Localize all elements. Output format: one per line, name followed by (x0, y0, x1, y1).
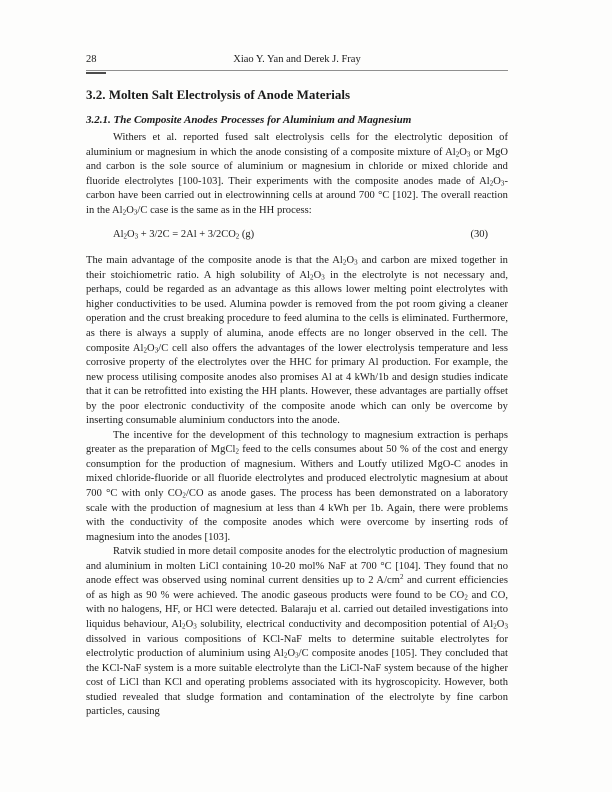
section-heading: 3.2. Molten Salt Electrolysis of Anode Materials (86, 87, 351, 102)
header-rule-dash (86, 72, 106, 74)
equation-30 (86, 228, 508, 242)
page-header (86, 53, 508, 66)
paragraph-2: The main advantage of the composite anode is that the $Al_2O_3$ and carbon are mixed together in their stoichiometric ratio. A high solubility of $Al_2O_3$ in the electrolyte is not necessary and, perhaps, could be regarded as an advantage as this allows lower melting point electrolytes with higher conductivities to be used. Alumina powder is removed from the pot room giving a cleaner operation and the crust breaking procedure to feed alumina to the cells is eliminated. Furthermore, as there is always a supply of alumina, anode effects are no longer observed in the cell. The composite $Al_2O_3/C$ cell also offers the advantages of the lower electrolysis temperature and less corrosive property of the electrolytes over the HHC for primary Al production. For example, the new process utilising composite anodes also promises Al at 4 kWh/1b and design studies indicate that it can be retrofitted into existing the HH plants. However, these advantages are partially offset by the poor electronic conductivity of the composite anode which can only be overcome by inserting consumable aluminium conductors into the anode. (86, 255, 509, 427)
paragraph-3: The incentive for the development of this technology to magnesium extraction is perhaps greater as the preparation of MgCl$_2$ feed to the cells consumes about 50 % of the cost and energy consumption for the production of magnesium. Withers and Loutfy utilized MgO-C anodes in mixed chloride-fluoride or all fluoride electrolytes and produced electrolytic magnesium at about 700 °C with only $CO_2/CO$ as anode gases. The process has been demonstrated on a laboratory scale with the production of magnesium at less than 4 kWh per 1b. Again, there were problems with the conductivity of the composite anodes which were overcome by inserting rods of magnesium into the anodes [103]. (86, 429, 508, 543)
header-rule (86, 70, 508, 74)
equation-number: (30) (470, 229, 488, 241)
subsection-heading: 3.2.1. The Composite Anodes Processes for Aluminium and Magnesium (86, 114, 412, 126)
paragraph-4: Ratvik studied in more detail composite anodes for the electrolytic production of magnesium and aluminium in molten LiCl containing 10-20 mol% NaF at 700 °C [104]. They found that no anode effect was observed using nominal current densities up to 2 $A/cm^2$ and current efficiencies of as high as 90 % were achieved. The anodic gaseous products were found to be $CO_2$ and CO, with no halogens, HF, or HCl were detected. Balaraju et al. carried out detailed investigations into liquidus behaviour, $Al_2O_3$ solubility, electrical conductivity and decomposition potential of $Al_2O_3$ dissolved in various compositions of KCl-NaF melts to determine suitable electrolytes for electrolytic production of aluminium using $Al_2O_3/C$ composite anodes [105]. They concluded that the KCl-NaF system is a more suitable electrolyte than the LiCl-NaF system because of the higher cost of LiCl than KCl and operating problems associated with its hygroscopicity. However, both studied revealed that sludge formation and contamination of the electrolyte by fine carbon particles, causing (86, 546, 508, 718)
text-block (86, 53, 508, 720)
equation-expression: $Al_2O_3 + 3/2C = 2Al + 3/2CO_2$ (g) (113, 229, 255, 241)
running-title: Xiao Y. Yan and Derek J. Fray (233, 54, 361, 65)
page-number: 28 (86, 54, 97, 65)
paragraph-1: Withers et al. reported fused salt electrolysis cells for the electrolytic deposition of aluminium or magnesium in which the anode consisting of a composite mixture of $Al_2O_3$ or MgO and carbon is the sole source of aluminium or magnesium in chloride or mixed chloride and fluoride electrolytes [100-103]. Their experiments with the composite anodes made of $Al_2O_3$-carbon have been carried out in electrowinning cells at around 700 °C [102]. The overall reaction in the $Al_2O_3/C$ case is the same as in the HH process: (86, 132, 509, 217)
